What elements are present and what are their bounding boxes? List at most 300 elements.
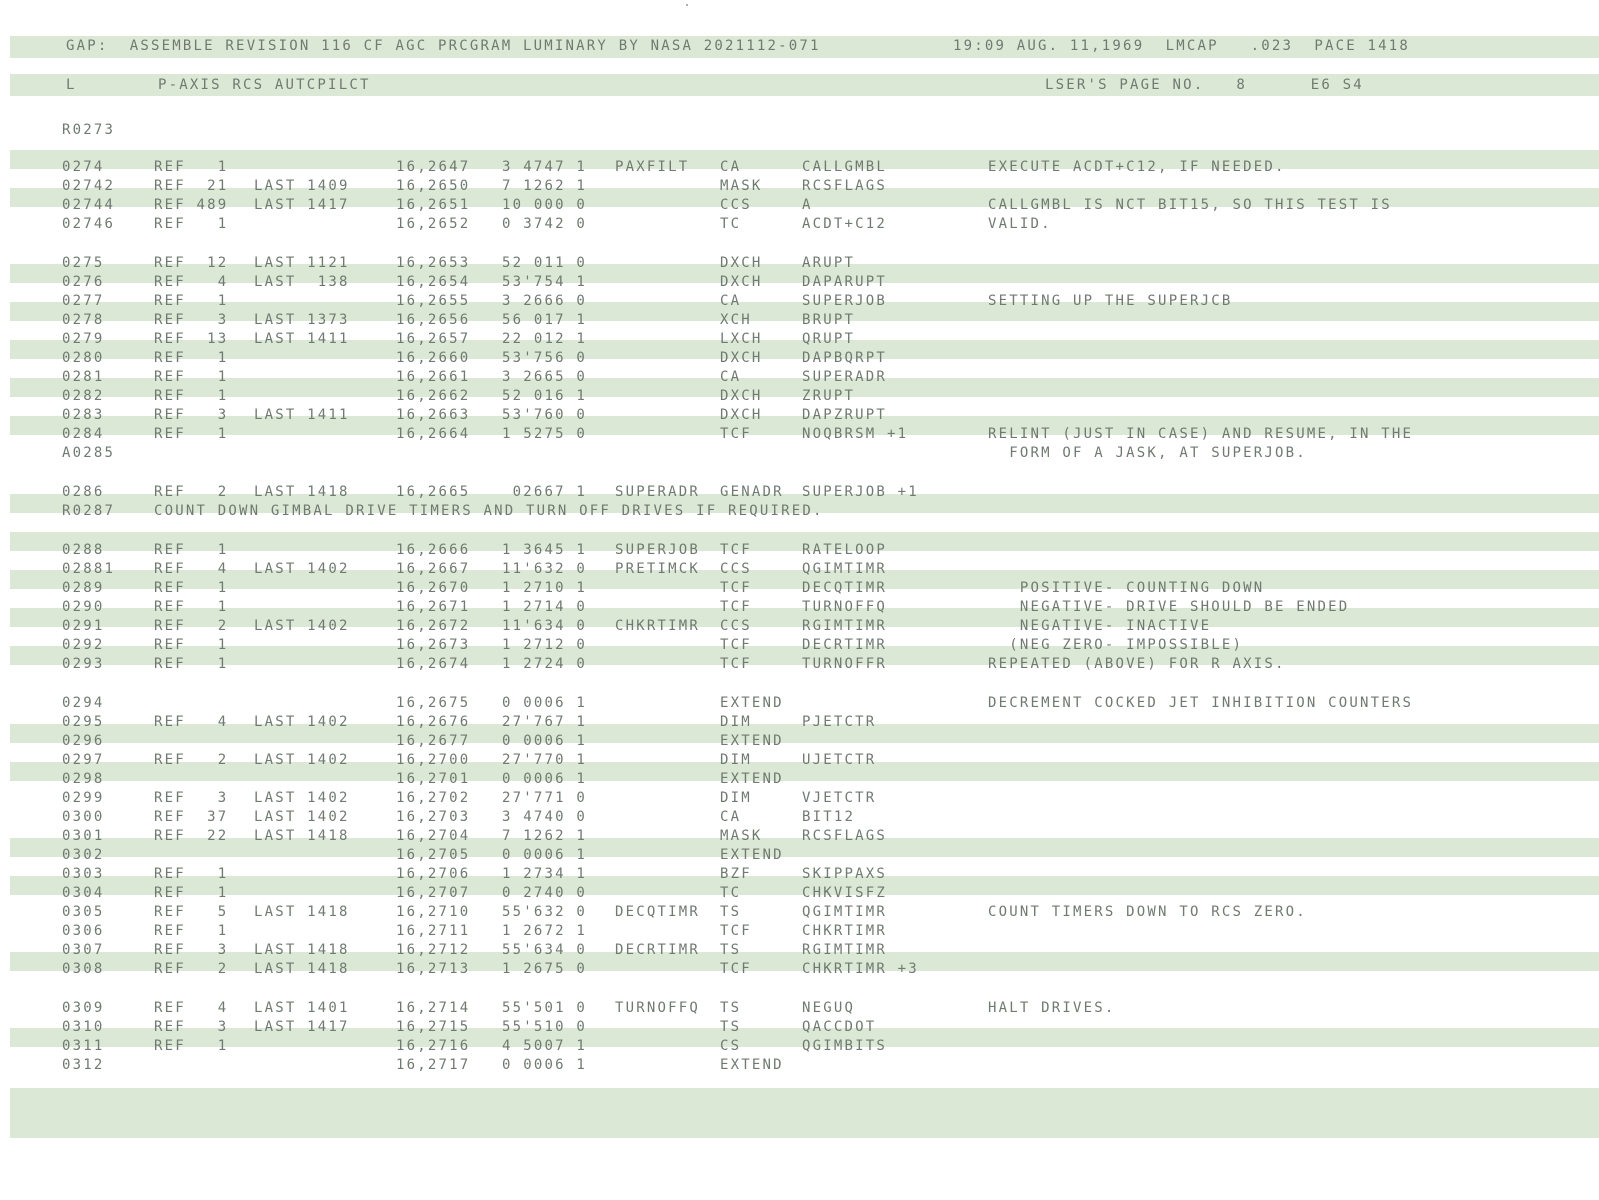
object-code: 10 000 0 xyxy=(502,197,588,213)
operand: RATELOOP xyxy=(802,542,888,558)
object-code: 22 012 1 xyxy=(502,331,588,347)
opcode: EXTEND xyxy=(720,847,784,863)
line-number: 0275 xyxy=(62,255,105,271)
operand: SKIPPAXS xyxy=(802,866,888,882)
listing-row xyxy=(0,330,1599,349)
address: 16,2700 xyxy=(396,752,471,768)
listing-row xyxy=(0,903,1599,922)
line-number: 0286 xyxy=(62,484,105,500)
operand: TURNOFFR xyxy=(802,656,888,672)
opcode: TS xyxy=(720,904,742,920)
address: 16,2713 xyxy=(396,961,471,977)
reference-count: REF 2 xyxy=(154,484,229,500)
listing-row xyxy=(0,789,1599,808)
address: 16,2651 xyxy=(396,197,471,213)
listing-row xyxy=(0,560,1599,579)
opcode: TCF xyxy=(720,961,752,977)
object-code: 53'760 0 xyxy=(502,407,588,423)
listing-row xyxy=(0,444,1599,463)
last-reference: LAST 1418 xyxy=(254,904,350,920)
line-number: 0302 xyxy=(62,847,105,863)
comment: VALID. xyxy=(988,216,1052,232)
address: 16,2707 xyxy=(396,885,471,901)
reference-count: REF 1 xyxy=(154,923,229,939)
opcode: TCF xyxy=(720,923,752,939)
operand: BRUPT xyxy=(802,312,856,328)
line-number: 0308 xyxy=(62,961,105,977)
line-number: 0310 xyxy=(62,1019,105,1035)
operand: CALLGMBL xyxy=(802,159,888,175)
reference-count: REF 489 xyxy=(154,197,229,213)
symbol-label: DECRTIMR xyxy=(615,942,701,958)
object-code: 27'771 0 xyxy=(502,790,588,806)
address: 16,2663 xyxy=(396,407,471,423)
paper-band xyxy=(10,1088,1599,1138)
line-number: 0297 xyxy=(62,752,105,768)
comment: (NEG ZERO- IMPOSSIBLE) xyxy=(988,637,1244,653)
reference-count: REF 3 xyxy=(154,1019,229,1035)
object-code: 0 0006 1 xyxy=(502,847,588,863)
last-reference: LAST 1402 xyxy=(254,561,350,577)
opcode: CCS xyxy=(720,618,752,634)
address: 16,2655 xyxy=(396,293,471,309)
opcode: DXCH xyxy=(720,350,763,366)
listing-row xyxy=(0,292,1599,311)
operand: RGIMTIMR xyxy=(802,618,888,634)
opcode: EXTEND xyxy=(720,771,784,787)
object-code: 4 5007 1 xyxy=(502,1038,588,1054)
opcode: TCF xyxy=(720,637,752,653)
speck xyxy=(686,4,688,6)
line-number: R0273 xyxy=(62,122,116,138)
comment: EXECUTE ACDT+C12, IF NEEDED. xyxy=(988,159,1286,175)
opcode: CS xyxy=(720,1038,742,1054)
object-code: 11'632 0 xyxy=(502,561,588,577)
listing-row xyxy=(0,751,1599,770)
opcode: TC xyxy=(720,885,742,901)
reference-count: REF 1 xyxy=(154,426,229,442)
line-number: 0278 xyxy=(62,312,105,328)
address: 16,2670 xyxy=(396,580,471,596)
header-user-page: LSER'S PAGE NO. 8 E6 S4 xyxy=(1045,77,1364,93)
reference-count: REF 4 xyxy=(154,274,229,290)
opcode: TCF xyxy=(720,426,752,442)
operand: PJETCTR xyxy=(802,714,877,730)
listing-row xyxy=(0,1018,1599,1037)
address: 16,2647 xyxy=(396,159,471,175)
comment: REPEATED (ABOVE) FOR R AXIS. xyxy=(988,656,1286,672)
address: 16,2716 xyxy=(396,1038,471,1054)
line-number: 0284 xyxy=(62,426,105,442)
line-number: 0288 xyxy=(62,542,105,558)
listing-row xyxy=(0,425,1599,444)
listing-row xyxy=(0,770,1599,789)
listing-row xyxy=(0,311,1599,330)
symbol-label: CHKRTIMR xyxy=(615,618,701,634)
line-number: 0311 xyxy=(62,1038,105,1054)
listing-row xyxy=(0,694,1599,713)
object-code: 3 2665 0 xyxy=(502,369,588,385)
reference-count: REF 1 xyxy=(154,216,229,232)
address: 16,2656 xyxy=(396,312,471,328)
reference-count: REF 1 xyxy=(154,885,229,901)
reference-count: REF 22 xyxy=(154,828,229,844)
opcode: XCH xyxy=(720,312,752,328)
listing-row xyxy=(0,598,1599,617)
reference-count: REF 1 xyxy=(154,159,229,175)
operand: CHKRTIMR +3 xyxy=(802,961,919,977)
address: 16,2717 xyxy=(396,1057,471,1073)
line-number: 0300 xyxy=(62,809,105,825)
address: 16,2674 xyxy=(396,656,471,672)
reference-count: REF 3 xyxy=(154,942,229,958)
opcode: TS xyxy=(720,1019,742,1035)
operand: DAPBQRPT xyxy=(802,350,888,366)
operand: RCSFLAGS xyxy=(802,178,888,194)
object-code: 55'510 0 xyxy=(502,1019,588,1035)
object-code: 1 2672 1 xyxy=(502,923,588,939)
object-code: 7 1262 1 xyxy=(502,828,588,844)
line-number: 0293 xyxy=(62,656,105,672)
operand: QGIMBITS xyxy=(802,1038,888,1054)
address: 16,2660 xyxy=(396,350,471,366)
operand: QRUPT xyxy=(802,331,856,347)
operand: ARUPT xyxy=(802,255,856,271)
line-number: 02744 xyxy=(62,197,116,213)
reference-count: REF 1 xyxy=(154,637,229,653)
header-assembly: GAP: ASSEMBLE REVISION 116 CF AGC PRCGRAM LUMINARY BY NASA 2021112-071 xyxy=(66,38,821,54)
opcode: MASK xyxy=(720,828,763,844)
operand: A xyxy=(802,197,813,213)
listing-row xyxy=(0,121,1599,140)
reference-count: REF 1 xyxy=(154,1038,229,1054)
reference-count: REF 3 xyxy=(154,790,229,806)
line-number: 02881 xyxy=(62,561,116,577)
object-code: 0 0006 1 xyxy=(502,771,588,787)
opcode: LXCH xyxy=(720,331,763,347)
line-number: 0277 xyxy=(62,293,105,309)
object-code: 3 4747 1 xyxy=(502,159,588,175)
address: 16,2677 xyxy=(396,733,471,749)
listing-row xyxy=(0,941,1599,960)
listing-row xyxy=(0,617,1599,636)
operand: DECRTIMR xyxy=(802,637,888,653)
object-code: 0 0006 1 xyxy=(502,695,588,711)
listing-row xyxy=(0,865,1599,884)
line-number: 0309 xyxy=(62,1000,105,1016)
comment: POSITIVE- COUNTING DOWN xyxy=(988,580,1265,596)
reference-count: REF 4 xyxy=(154,714,229,730)
reference-count: REF 2 xyxy=(154,961,229,977)
listing-row xyxy=(0,215,1599,234)
operand: RCSFLAGS xyxy=(802,828,888,844)
object-code: 1 5275 0 xyxy=(502,426,588,442)
last-reference: LAST 1418 xyxy=(254,942,350,958)
listing-row xyxy=(0,158,1599,177)
line-number: 0280 xyxy=(62,350,105,366)
object-code: 1 2675 0 xyxy=(502,961,588,977)
object-code: 1 3645 1 xyxy=(502,542,588,558)
address: 16,2676 xyxy=(396,714,471,730)
opcode: CA xyxy=(720,159,742,175)
reference-count: REF 1 xyxy=(154,293,229,309)
listing-row xyxy=(0,636,1599,655)
symbol-label: DECQTIMR xyxy=(615,904,701,920)
operand: NEGUQ xyxy=(802,1000,856,1016)
listing-row xyxy=(0,541,1599,560)
object-code: 1 2734 1 xyxy=(502,866,588,882)
object-code: 52 011 0 xyxy=(502,255,588,271)
reference-count: REF 4 xyxy=(154,561,229,577)
last-reference: LAST 1402 xyxy=(254,752,350,768)
listing-row xyxy=(0,177,1599,196)
reference-count: REF 1 xyxy=(154,599,229,615)
line-number: 0283 xyxy=(62,407,105,423)
reference-count: REF 12 xyxy=(154,255,229,271)
opcode: CA xyxy=(720,293,742,309)
reference-count: REF 1 xyxy=(154,369,229,385)
address: 16,2701 xyxy=(396,771,471,787)
address: 16,2654 xyxy=(396,274,471,290)
address: 16,2661 xyxy=(396,369,471,385)
comment: NEGATIVE- INACTIVE xyxy=(988,618,1212,634)
opcode: DXCH xyxy=(720,407,763,423)
comment: FORM OF A JASK, AT SUPERJOB. xyxy=(988,445,1307,461)
object-code: 1 2712 0 xyxy=(502,637,588,653)
operand: UJETCTR xyxy=(802,752,877,768)
last-reference: LAST 1121 xyxy=(254,255,350,271)
listing-row xyxy=(0,1037,1599,1056)
object-code: 27'770 1 xyxy=(502,752,588,768)
comment: SETTING UP THE SUPERJCB xyxy=(988,293,1233,309)
symbol-label: SUPERADR xyxy=(615,484,701,500)
operand: CHKRTIMR xyxy=(802,923,888,939)
symbol-label: TURNOFFQ xyxy=(615,1000,701,1016)
listing-row xyxy=(0,483,1599,502)
last-reference: LAST 1402 xyxy=(254,618,350,634)
opcode: TC xyxy=(720,216,742,232)
object-code: 27'767 1 xyxy=(502,714,588,730)
object-code: 55'634 0 xyxy=(502,942,588,958)
opcode: TCF xyxy=(720,542,752,558)
line-number: 0312 xyxy=(62,1057,105,1073)
opcode: DIM xyxy=(720,790,752,806)
last-reference: LAST 1373 xyxy=(254,312,350,328)
line-number: 0274 xyxy=(62,159,105,175)
comment: CALLGMBL IS NCT BIT15, SO THIS TEST IS xyxy=(988,197,1392,213)
opcode: BZF xyxy=(720,866,752,882)
listing-row xyxy=(0,196,1599,215)
listing-row xyxy=(0,846,1599,865)
opcode: DIM xyxy=(720,752,752,768)
last-reference: LAST 1411 xyxy=(254,331,350,347)
operand: TURNOFFQ xyxy=(802,599,888,615)
line-number: 0303 xyxy=(62,866,105,882)
address: 16,2662 xyxy=(396,388,471,404)
opcode: EXTEND xyxy=(720,695,784,711)
object-code: 55'632 0 xyxy=(502,904,588,920)
address: 16,2710 xyxy=(396,904,471,920)
line-number: 0301 xyxy=(62,828,105,844)
last-reference: LAST 1409 xyxy=(254,178,350,194)
reference-count: REF 1 xyxy=(154,542,229,558)
comment: DECREMENT COCKED JET INHIBITION COUNTERS xyxy=(988,695,1414,711)
address: 16,2711 xyxy=(396,923,471,939)
last-reference: LAST 1418 xyxy=(254,961,350,977)
last-reference: LAST 1418 xyxy=(254,828,350,844)
reference-count: REF 5 xyxy=(154,904,229,920)
opcode: TS xyxy=(720,942,742,958)
object-code: 53'756 0 xyxy=(502,350,588,366)
operand: DAPZRUPT xyxy=(802,407,888,423)
symbol-label: PAXFILT xyxy=(615,159,690,175)
operand: ZRUPT xyxy=(802,388,856,404)
object-code: 3 2666 0 xyxy=(502,293,588,309)
operand: QGIMTIMR xyxy=(802,561,888,577)
line-number: 02746 xyxy=(62,216,116,232)
opcode: DXCH xyxy=(720,255,763,271)
listing-row xyxy=(0,808,1599,827)
listing-row xyxy=(0,579,1599,598)
object-code: 0 0006 1 xyxy=(502,733,588,749)
listing-row xyxy=(0,349,1599,368)
line-number: 0279 xyxy=(62,331,105,347)
listing-row xyxy=(0,960,1599,979)
line-number: 0289 xyxy=(62,580,105,596)
object-code: 0 0006 1 xyxy=(502,1057,588,1073)
address: 16,2715 xyxy=(396,1019,471,1035)
reference-count: REF 2 xyxy=(154,752,229,768)
reference-count: REF 3 xyxy=(154,312,229,328)
operand: NOQBRSM +1 xyxy=(802,426,909,442)
header-date-page: 19:09 AUG. 11,1969 LMCAP .023 PACE 1418 xyxy=(953,38,1411,54)
operand: BIT12 xyxy=(802,809,856,825)
opcode: TCF xyxy=(720,580,752,596)
last-reference: LAST 1402 xyxy=(254,790,350,806)
listing-row xyxy=(0,273,1599,292)
listing-row xyxy=(0,999,1599,1018)
reference-count: REF 21 xyxy=(154,178,229,194)
object-code: 0 3742 0 xyxy=(502,216,588,232)
object-code: 3 4740 0 xyxy=(502,809,588,825)
listing-row xyxy=(0,713,1599,732)
address: 16,2675 xyxy=(396,695,471,711)
header-log-mark: L xyxy=(66,77,77,93)
last-reference: LAST 1417 xyxy=(254,197,350,213)
reference-count: REF 1 xyxy=(154,350,229,366)
object-code: 1 2710 1 xyxy=(502,580,588,596)
address: 16,2650 xyxy=(396,178,471,194)
object-code: 1 2724 0 xyxy=(502,656,588,672)
address: 16,2664 xyxy=(396,426,471,442)
reference-count: REF 1 xyxy=(154,388,229,404)
reference-count: REF 1 xyxy=(154,580,229,596)
last-reference: LAST 1411 xyxy=(254,407,350,423)
comment: RELINT (JUST IN CASE) AND RESUME, IN THE xyxy=(988,426,1414,442)
remark-text: COUNT DOWN GIMBAL DRIVE TIMERS AND TURN OFF DRIVES IF REQUIRED. xyxy=(154,503,824,519)
listing-row xyxy=(0,368,1599,387)
address: 16,2666 xyxy=(396,542,471,558)
comment: COUNT TIMERS DOWN TO RCS ZERO. xyxy=(988,904,1307,920)
last-reference: LAST 1402 xyxy=(254,714,350,730)
line-number: A0285 xyxy=(62,445,116,461)
object-code: 52 016 1 xyxy=(502,388,588,404)
reference-count: REF 1 xyxy=(154,656,229,672)
address: 16,2657 xyxy=(396,331,471,347)
opcode: DXCH xyxy=(720,274,763,290)
opcode: GENADR xyxy=(720,484,784,500)
header-section-title: P-AXIS RCS AUTCPILCT xyxy=(158,77,371,93)
address: 16,2665 xyxy=(396,484,471,500)
line-number: 0307 xyxy=(62,942,105,958)
opcode: TCF xyxy=(720,599,752,615)
listing-row xyxy=(0,884,1599,903)
opcode: EXTEND xyxy=(720,733,784,749)
address: 16,2671 xyxy=(396,599,471,615)
line-number: 0306 xyxy=(62,923,105,939)
listing-row xyxy=(0,732,1599,751)
operand: QGIMTIMR xyxy=(802,904,888,920)
address: 16,2706 xyxy=(396,866,471,882)
opcode: CCS xyxy=(720,561,752,577)
line-number: 0290 xyxy=(62,599,105,615)
object-code: 02667 1 xyxy=(502,484,588,500)
operand: DECQTIMR xyxy=(802,580,888,596)
operand: SUPERJOB xyxy=(802,293,888,309)
operand: SUPERJOB +1 xyxy=(802,484,919,500)
line-number: 0298 xyxy=(62,771,105,787)
address: 16,2672 xyxy=(396,618,471,634)
address: 16,2702 xyxy=(396,790,471,806)
reference-count: REF 1 xyxy=(154,866,229,882)
line-number: 0291 xyxy=(62,618,105,634)
object-code: 56 017 1 xyxy=(502,312,588,328)
operand: QACCDOT xyxy=(802,1019,877,1035)
address: 16,2652 xyxy=(396,216,471,232)
opcode: CA xyxy=(720,809,742,825)
line-number: 0292 xyxy=(62,637,105,653)
address: 16,2712 xyxy=(396,942,471,958)
object-code: 7 1262 1 xyxy=(502,178,588,194)
address: 16,2705 xyxy=(396,847,471,863)
operand: CHKVISFZ xyxy=(802,885,888,901)
last-reference: LAST 1417 xyxy=(254,1019,350,1035)
address: 16,2673 xyxy=(396,637,471,653)
last-reference: LAST 1402 xyxy=(254,809,350,825)
address: 16,2703 xyxy=(396,809,471,825)
opcode: MASK xyxy=(720,178,763,194)
opcode: TS xyxy=(720,1000,742,1016)
line-number: R0287 xyxy=(62,503,116,519)
line-number: 0299 xyxy=(62,790,105,806)
reference-count: REF 3 xyxy=(154,407,229,423)
operand: DAPARUPT xyxy=(802,274,888,290)
last-reference: LAST 1418 xyxy=(254,484,350,500)
operand: SUPERADR xyxy=(802,369,888,385)
reference-count: REF 4 xyxy=(154,1000,229,1016)
operand: RGIMTIMR xyxy=(802,942,888,958)
opcode: DXCH xyxy=(720,388,763,404)
line-number: 0276 xyxy=(62,274,105,290)
listing-row xyxy=(0,502,1599,521)
symbol-label: PRETIMCK xyxy=(615,561,701,577)
object-code: 0 2740 0 xyxy=(502,885,588,901)
last-reference: LAST 138 xyxy=(254,274,350,290)
listing-row xyxy=(0,406,1599,425)
line-number: 0305 xyxy=(62,904,105,920)
operand: ACDT+C12 xyxy=(802,216,888,232)
listing-row xyxy=(0,655,1599,674)
